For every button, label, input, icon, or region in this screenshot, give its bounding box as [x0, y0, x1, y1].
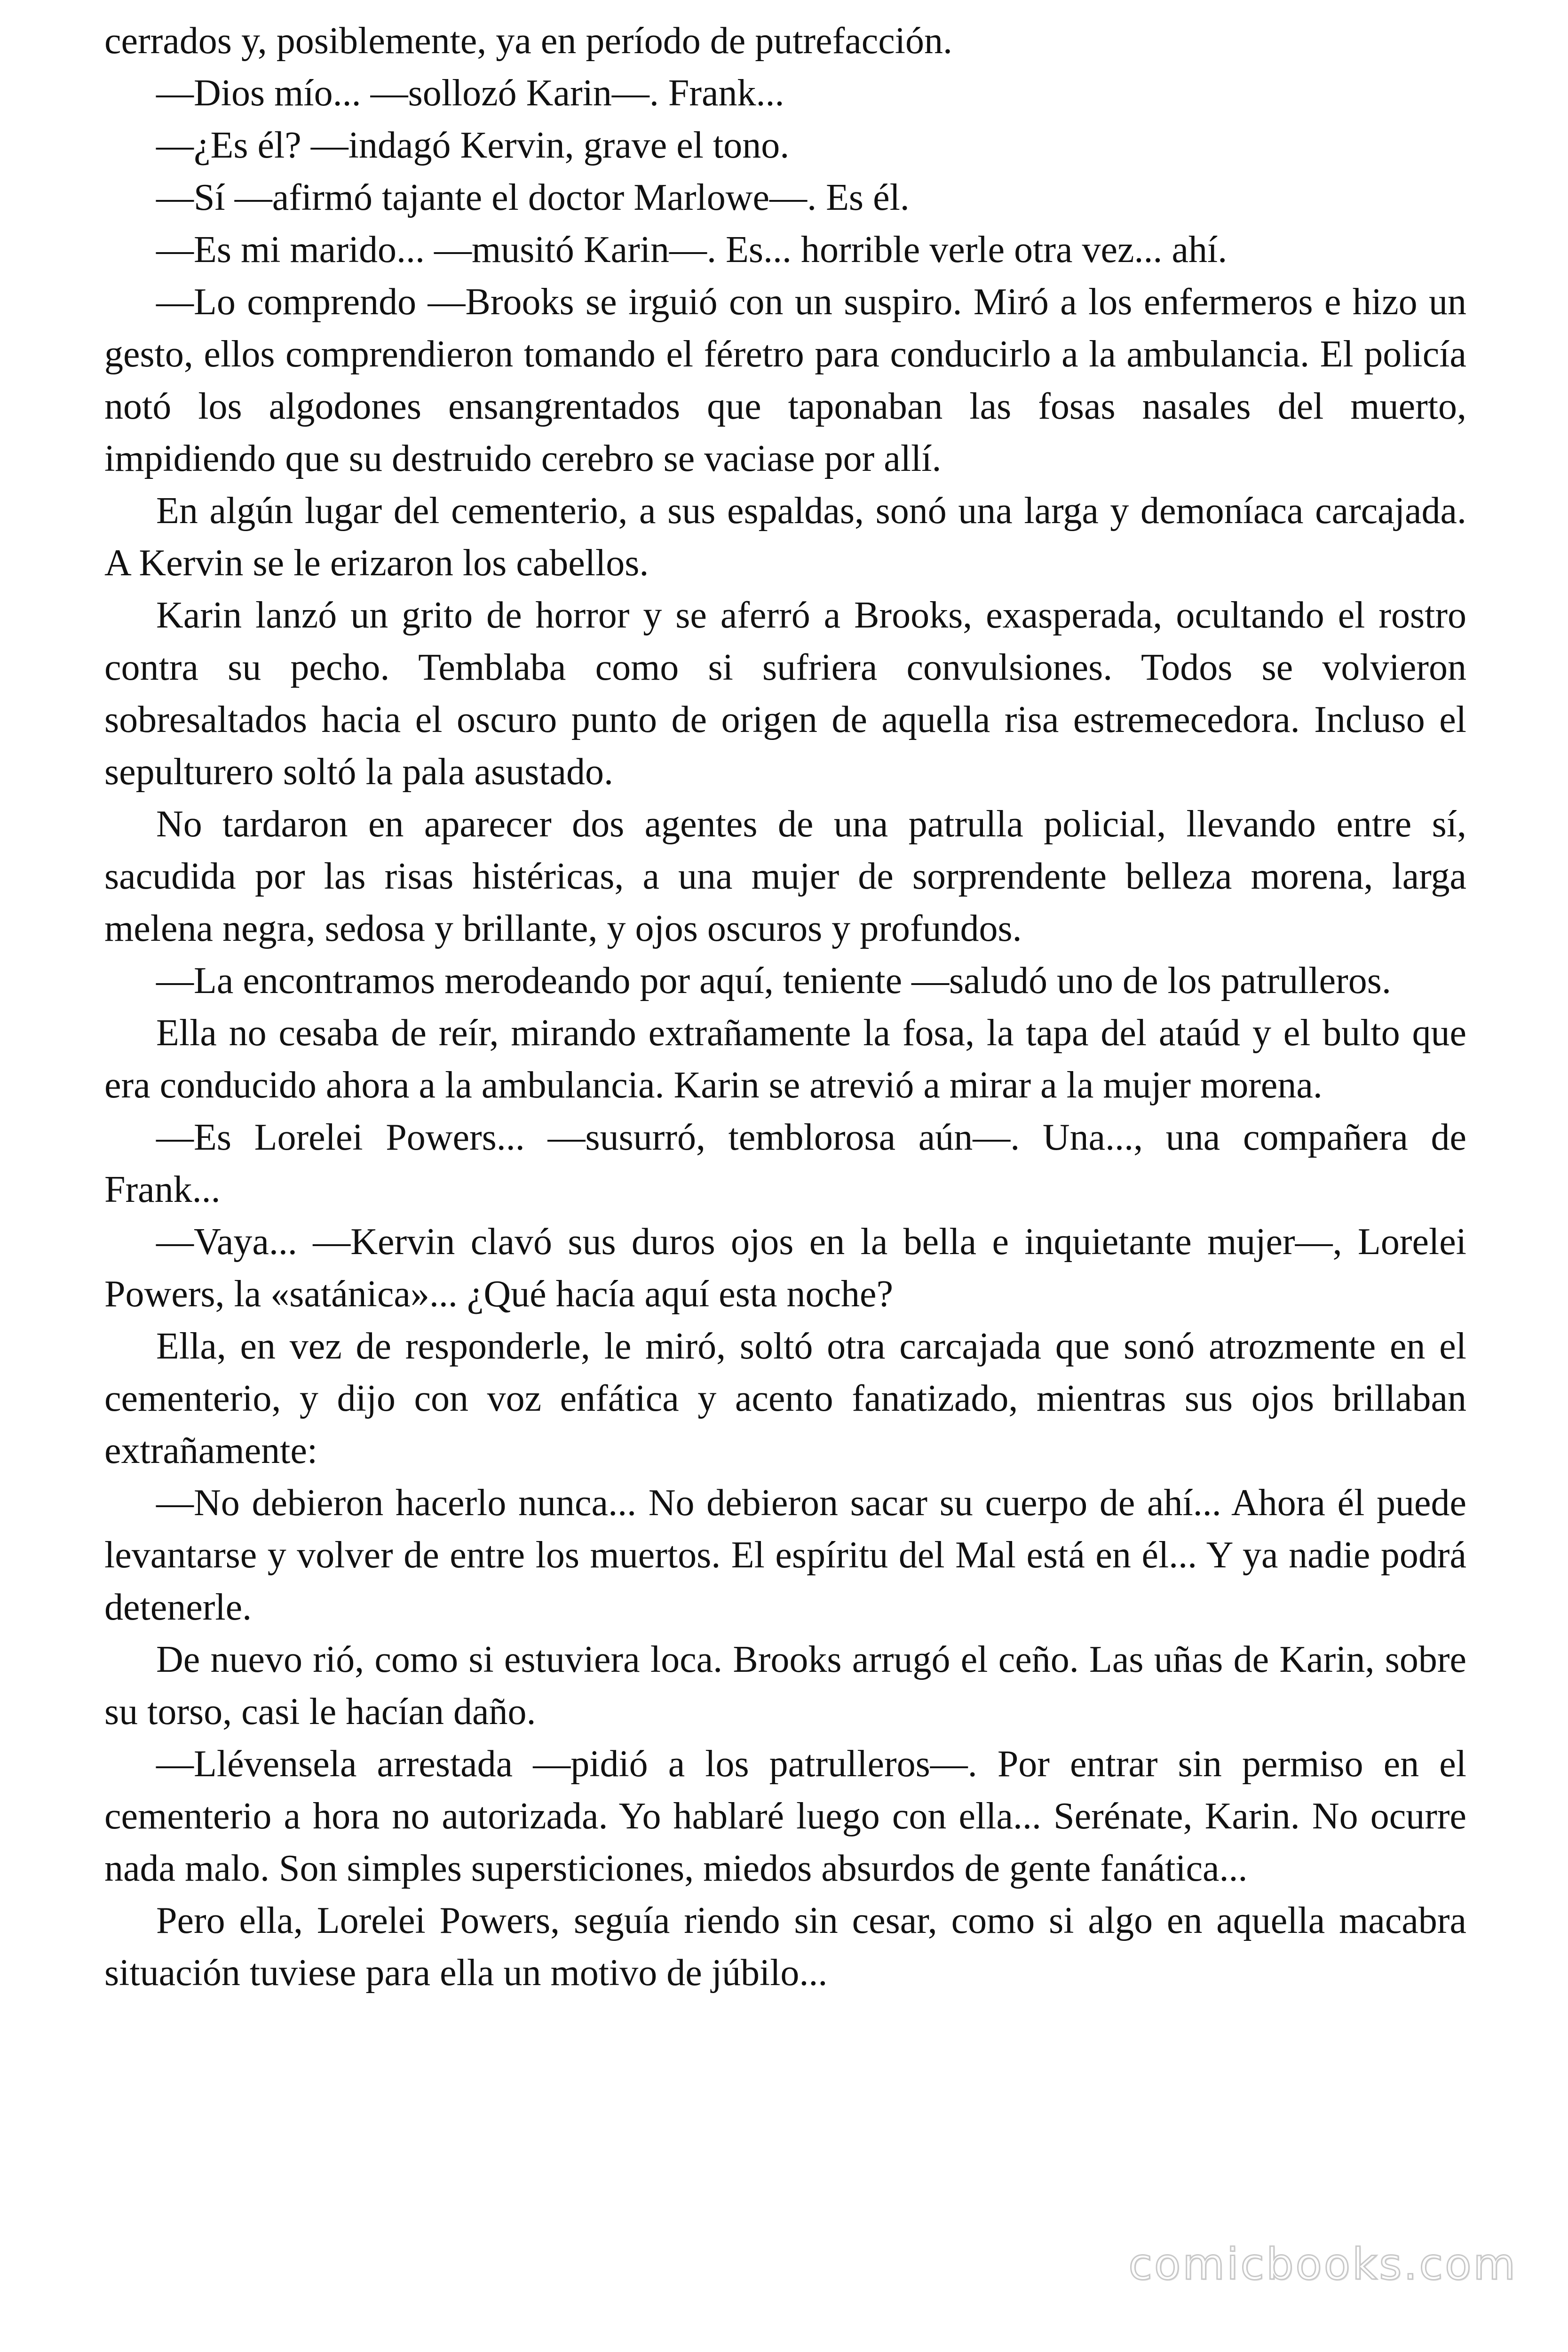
paragraph-5: —Es mi marido... —musitó Karin—. Es... horrible verle otra vez... ahí.	[156, 229, 1227, 270]
paragraph-15: —No debieron hacerlo nunca... No debieron sacar su cuerpo de ahí... Ahora él puede levantarse y volver de entre los muertos. El espíritu del Mal está en él... Y ya nadie podrá detenerle.	[104, 1482, 1466, 1628]
paragraph-7: En algún lugar del cementerio, a sus espaldas, sonó una larga y demoníaca carcajada. A Kervin se le erizaron los cabellos.	[104, 490, 1466, 584]
paragraph-3: —¿Es él? —indagó Kervin, grave el tono.	[156, 125, 790, 166]
text-body	[104, 15, 1466, 1999]
paragraph-9: No tardaron en aparecer dos agentes de una patrulla policial, llevando entre sí, sacudida por las risas histéricas, a una mujer de sorprendente belleza morena, larga melena negra, sedosa y brillante, y ojos oscuros y profundos.	[104, 803, 1466, 949]
paragraph-6: —Lo comprendo —Brooks se irguió con un suspiro. Miró a los enfermeros e hizo un gesto, ellos comprendieron tomando el féretro para conducirlo a la ambulancia. El policía notó los algodones ensangrentados que taponaban las fosas nasales del muerto, impidiendo que su destruido cerebro se vaciase por allí.	[104, 281, 1466, 479]
paragraph-2: —Dios mío... —sollozó Karin—. Frank...	[156, 72, 784, 114]
paragraph-14: Ella, en vez de responderle, le miró, soltó otra carcajada que sonó atrozmente en el cementerio, y dijo con voz enfática y acento fanatizado, mientras sus ojos brillaban extrañamente:	[104, 1326, 1466, 1471]
paragraph-12: —Es Lorelei Powers... —susurró, temblorosa aún—. Una..., una compañera de Frank...	[104, 1117, 1466, 1210]
paragraph-8: Karin lanzó un grito de horror y se aferró a Brooks, exasperada, ocultando el rostro contra su pecho. Temblaba como si sufriera convulsiones. Todos se volvieron sobresaltados hacia el oscuro punto de origen de aquella risa estremecedora. Incluso el sepulturero soltó la pala asustado.	[104, 595, 1466, 793]
paragraph-13: —Vaya... —Kervin clavó sus duros ojos en la bella e inquietante mujer—, Lorelei Powers, la «satánica»... ¿Qué hacía aquí esta noche?	[104, 1221, 1466, 1315]
paragraph-17: —Llévensela arrestada —pidió a los patrulleros—. Por entrar sin permiso en el cementerio a hora no autorizada. Yo hablaré luego con ella... Serénate, Karin. No ocurre nada malo. Son simples supersticiones, miedos absurdos de gente fanática...	[104, 1743, 1466, 1889]
watermark: comicbooks.com	[1128, 2239, 1517, 2289]
paragraph-1: cerrados y, posiblemente, ya en período de putrefacción.	[104, 20, 952, 62]
paragraph-16: De nuevo rió, como si estuviera loca. Brooks arrugó el ceño. Las uñas de Karin, sobre su torso, casi le hacían daño.	[104, 1639, 1466, 1732]
paragraph-11: Ella no cesaba de reír, mirando extrañamente la fosa, la tapa del ataúd y el bulto que era conducido ahora a la ambulancia. Karin se atrevió a mirar a la mujer morena.	[104, 1012, 1466, 1106]
paragraph-4: —Sí —afirmó tajante el doctor Marlowe—. Es él.	[156, 177, 910, 218]
paragraph-10: —La encontramos merodeando por aquí, teniente —saludó uno de los patrulleros.	[156, 960, 1391, 1001]
paragraph-18: Pero ella, Lorelei Powers, seguía riendo sin cesar, como si algo en aquella macabra situación tuviese para ella un motivo de júbilo...	[104, 1900, 1466, 1994]
